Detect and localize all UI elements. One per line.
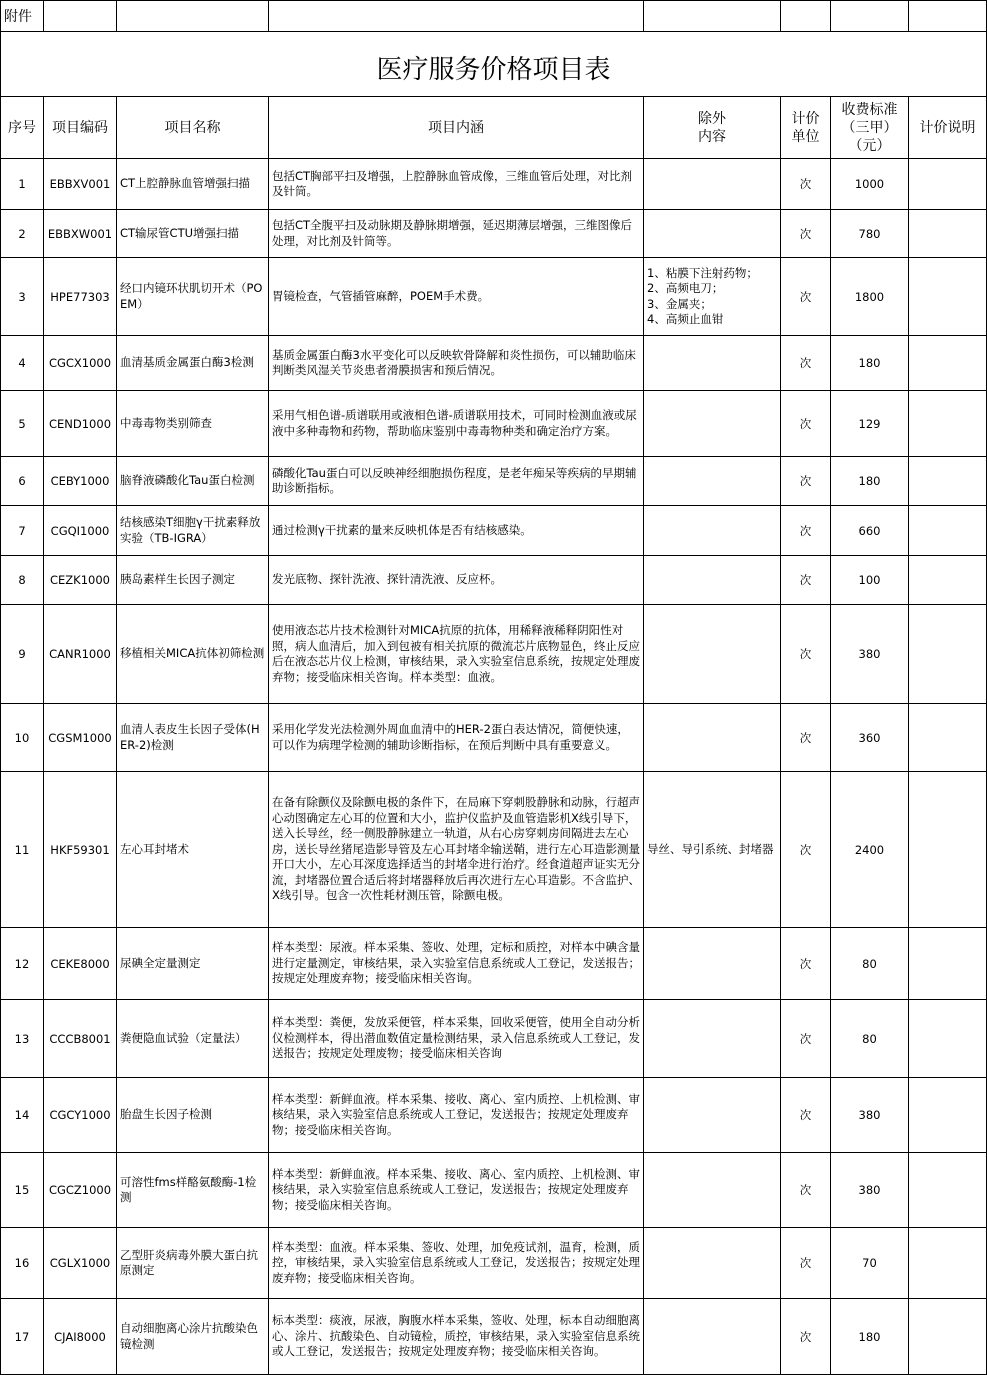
header-price: 收费标准 （三甲） （元） bbox=[831, 97, 909, 159]
header-row bbox=[1, 97, 987, 159]
pricing-note bbox=[909, 391, 987, 457]
row-number: 12 bbox=[1, 928, 44, 1000]
pricing-unit: 次 bbox=[781, 1153, 831, 1228]
pricing-unit: 次 bbox=[781, 556, 831, 605]
table-row bbox=[1, 159, 987, 210]
pricing-note bbox=[909, 605, 987, 704]
pricing-note bbox=[909, 1299, 987, 1375]
item-content: 样本类型：血液。样本采集、签收、处理，加免疫试剂，温育，检测，质控，审核结果，录入实验室信息系统或人工登记，发送报告；按规定处理废弃物；接受临床相关咨询。 bbox=[269, 1228, 644, 1299]
pricing-note bbox=[909, 506, 987, 556]
item-name: 可溶性fms样酪氨酸酶-1检测 bbox=[117, 1153, 269, 1228]
pricing-unit: 次 bbox=[781, 704, 831, 772]
empty-cell bbox=[909, 1, 987, 32]
excluded-content bbox=[644, 210, 781, 258]
excluded-content bbox=[644, 506, 781, 556]
row-number: 2 bbox=[1, 210, 44, 258]
pricing-unit: 次 bbox=[781, 457, 831, 506]
item-code: HKF59301 bbox=[44, 772, 117, 928]
item-code: CEBY1000 bbox=[44, 457, 117, 506]
price-value: 1000 bbox=[831, 159, 909, 210]
pricing-unit: 次 bbox=[781, 159, 831, 210]
pricing-unit: 次 bbox=[781, 1299, 831, 1375]
item-content: 基质金属蛋白酶3水平变化可以反映软骨降解和炎性损伤，可以辅助临床判断类风湿关节炎患者滑膜损害和预后情况。 bbox=[269, 336, 644, 391]
item-content: 发光底物、探针洗液、探针清洗液、反应杯。 bbox=[269, 556, 644, 605]
table-row bbox=[1, 772, 987, 928]
table-row bbox=[1, 336, 987, 391]
table-row bbox=[1, 1299, 987, 1375]
item-code: CCCB8001 bbox=[44, 1000, 117, 1078]
item-code: HPE77303 bbox=[44, 258, 117, 336]
item-name: 尿碘全定量测定 bbox=[117, 928, 269, 1000]
pricing-unit: 次 bbox=[781, 258, 831, 336]
price-value: 2400 bbox=[831, 772, 909, 928]
pricing-note bbox=[909, 772, 987, 928]
table-row bbox=[1, 928, 987, 1000]
pricing-unit: 次 bbox=[781, 391, 831, 457]
table-row bbox=[1, 605, 987, 704]
pricing-unit: 次 bbox=[781, 210, 831, 258]
pricing-note bbox=[909, 457, 987, 506]
table-row bbox=[1, 704, 987, 772]
item-code: CJAI8000 bbox=[44, 1299, 117, 1375]
item-code: CGCZ1000 bbox=[44, 1153, 117, 1228]
table-row bbox=[1, 1153, 987, 1228]
price-value: 780 bbox=[831, 210, 909, 258]
row-number: 6 bbox=[1, 457, 44, 506]
row-number: 14 bbox=[1, 1078, 44, 1153]
pricing-unit: 次 bbox=[781, 1228, 831, 1299]
price-value: 100 bbox=[831, 556, 909, 605]
item-name: 经口内镜环状肌切开术（POEM） bbox=[117, 258, 269, 336]
empty-cell bbox=[644, 1, 781, 32]
item-name: 结核感染T细胞γ干扰素释放实验（TB-IGRA） bbox=[117, 506, 269, 556]
attachment-row bbox=[1, 1, 987, 32]
item-code: EBBXW001 bbox=[44, 210, 117, 258]
item-code: CGLX1000 bbox=[44, 1228, 117, 1299]
pricing-note bbox=[909, 1153, 987, 1228]
excluded-content bbox=[644, 556, 781, 605]
excluded-content: 导丝、导引系统、封堵器 bbox=[644, 772, 781, 928]
item-content: 样本类型：粪便，发放采便管，样本采集，回收采便管，使用全自动分析仪检测样本，得出潜血数值定量检测结果，录入信息系统或人工登记，发送报告；按规定处理废物；接受临床相关咨询 bbox=[269, 1000, 644, 1078]
row-number: 9 bbox=[1, 605, 44, 704]
header-no: 序号 bbox=[1, 97, 44, 159]
pricing-note bbox=[909, 258, 987, 336]
table-row bbox=[1, 1228, 987, 1299]
price-value: 380 bbox=[831, 1078, 909, 1153]
excluded-content bbox=[644, 1000, 781, 1078]
item-content: 包括CT全腹平扫及动脉期及静脉期增强，延迟期薄层增强，三维图像后处理，对比剂及针筒等。 bbox=[269, 210, 644, 258]
excluded-content bbox=[644, 391, 781, 457]
table-row bbox=[1, 210, 987, 258]
row-number: 4 bbox=[1, 336, 44, 391]
row-number: 7 bbox=[1, 506, 44, 556]
table-title: 医疗服务价格项目表 bbox=[1, 32, 987, 97]
empty-cell bbox=[117, 1, 269, 32]
item-name: CT输尿管CTU增强扫描 bbox=[117, 210, 269, 258]
price-value: 80 bbox=[831, 1000, 909, 1078]
item-name: CT上腔静脉血管增强扫描 bbox=[117, 159, 269, 210]
header-note: 计价说明 bbox=[909, 97, 987, 159]
item-content: 包括CT胸部平扫及增强，上腔静脉血管成像，三维血管后处理，对比剂及针筒。 bbox=[269, 159, 644, 210]
item-content: 使用液态芯片技术检测针对MICA抗原的抗体，用稀释液稀释阴阳性对照，病人血清后，加入到包被有相关抗原的微流芯片底物显色，终止反应后在液态芯片仪上检测，审核结果，录入实验室信息系统，按规定处理废弃物；接受临床相关咨询。样本类型：血液。 bbox=[269, 605, 644, 704]
pricing-unit: 次 bbox=[781, 928, 831, 1000]
table-row bbox=[1, 258, 987, 336]
excluded-content: 1、粘膜下注射药物； 2、高频电刀； 3、金属夹； 4、高频止血钳 bbox=[644, 258, 781, 336]
item-name: 胎盘生长因子检测 bbox=[117, 1078, 269, 1153]
empty-cell bbox=[269, 1, 644, 32]
excluded-content bbox=[644, 457, 781, 506]
row-number: 5 bbox=[1, 391, 44, 457]
pricing-unit: 次 bbox=[781, 605, 831, 704]
item-name: 血清人表皮生长因子受体(HER-2)检测 bbox=[117, 704, 269, 772]
table-row bbox=[1, 1078, 987, 1153]
item-content: 采用气相色谱-质谱联用或液相色谱-质谱联用技术，可同时检测血液或尿液中多种毒物和药物，帮助临床鉴别中毒毒物种类和确定治疗方案。 bbox=[269, 391, 644, 457]
item-code: CGQI1000 bbox=[44, 506, 117, 556]
row-number: 10 bbox=[1, 704, 44, 772]
row-number: 13 bbox=[1, 1000, 44, 1078]
header-code: 项目编码 bbox=[44, 97, 117, 159]
row-number: 1 bbox=[1, 159, 44, 210]
row-number: 16 bbox=[1, 1228, 44, 1299]
item-name: 左心耳封堵术 bbox=[117, 772, 269, 928]
item-name: 中毒毒物类别筛查 bbox=[117, 391, 269, 457]
excluded-content bbox=[644, 159, 781, 210]
pricing-note bbox=[909, 159, 987, 210]
item-content: 标本类型：痰液，尿液，胸腹水样本采集，签收、处理，标本自动细胞离心、涂片、抗酸染色、自动镜检，质控，审核结果，录入实验室信息系统或人工登记，发送报告；按规定处理废弃物；接受临床相关咨询。 bbox=[269, 1299, 644, 1375]
table-row bbox=[1, 506, 987, 556]
title-row bbox=[1, 32, 987, 97]
item-name: 自动细胞离心涂片抗酸染色镜检测 bbox=[117, 1299, 269, 1375]
item-code: CGCY1000 bbox=[44, 1078, 117, 1153]
item-content: 磷酸化Tau蛋白可以反映神经细胞损伤程度，是老年痴呆等疾病的早期辅助诊断指标。 bbox=[269, 457, 644, 506]
table-row bbox=[1, 556, 987, 605]
price-value: 80 bbox=[831, 928, 909, 1000]
item-content: 样本类型：新鲜血液。样本采集、接收、离心、室内质控、上机检测、审核结果，录入实验室信息系统或人工登记，发送报告；按规定处理废弃物；接受临床相关咨询。 bbox=[269, 1078, 644, 1153]
empty-cell bbox=[781, 1, 831, 32]
item-code: CANR1000 bbox=[44, 605, 117, 704]
item-code: CGCX1000 bbox=[44, 336, 117, 391]
row-number: 17 bbox=[1, 1299, 44, 1375]
pricing-unit: 次 bbox=[781, 1000, 831, 1078]
excluded-content bbox=[644, 704, 781, 772]
header-excluded: 除外 内容 bbox=[644, 97, 781, 159]
item-code: CEND1000 bbox=[44, 391, 117, 457]
item-content: 通过检测γ干扰素的量来反映机体是否有结核感染。 bbox=[269, 506, 644, 556]
excluded-content bbox=[644, 1228, 781, 1299]
pricing-note bbox=[909, 1228, 987, 1299]
pricing-note bbox=[909, 556, 987, 605]
price-value: 1800 bbox=[831, 258, 909, 336]
header-unit: 计价 单位 bbox=[781, 97, 831, 159]
header-content: 项目内涵 bbox=[269, 97, 644, 159]
price-value: 660 bbox=[831, 506, 909, 556]
pricing-note bbox=[909, 1078, 987, 1153]
row-number: 3 bbox=[1, 258, 44, 336]
item-code: CEZK1000 bbox=[44, 556, 117, 605]
item-code: CGSM1000 bbox=[44, 704, 117, 772]
empty-cell bbox=[831, 1, 909, 32]
table-row bbox=[1, 457, 987, 506]
excluded-content bbox=[644, 928, 781, 1000]
pricing-note bbox=[909, 704, 987, 772]
price-value: 180 bbox=[831, 457, 909, 506]
pricing-unit: 次 bbox=[781, 1078, 831, 1153]
excluded-content bbox=[644, 336, 781, 391]
pricing-unit: 次 bbox=[781, 336, 831, 391]
excluded-content bbox=[644, 1078, 781, 1153]
row-number: 15 bbox=[1, 1153, 44, 1228]
price-value: 180 bbox=[831, 336, 909, 391]
item-name: 胰岛素样生长因子测定 bbox=[117, 556, 269, 605]
pricing-unit: 次 bbox=[781, 772, 831, 928]
item-name: 脑脊液磷酸化Tau蛋白检测 bbox=[117, 457, 269, 506]
item-name: 血清基质金属蛋白酶3检测 bbox=[117, 336, 269, 391]
row-number: 8 bbox=[1, 556, 44, 605]
item-name: 乙型肝炎病毒外膜大蛋白抗原测定 bbox=[117, 1228, 269, 1299]
item-content: 采用化学发光法检测外周血血清中的HER-2蛋白表达情况，简便快速，可以作为病理学检测的辅助诊断指标，在预后判断中具有重要意义。 bbox=[269, 704, 644, 772]
pricing-note bbox=[909, 1000, 987, 1078]
item-name: 粪便隐血试验（定量法） bbox=[117, 1000, 269, 1078]
pricing-note bbox=[909, 336, 987, 391]
price-value: 129 bbox=[831, 391, 909, 457]
item-content: 在备有除颤仪及除颤电极的条件下，在局麻下穿刺股静脉和动脉，行超声心动图确定左心耳的位置和大小，监护仪监护及血管造影机X线引导下，送入长导丝，经一侧股静脉建立一轨道，从右心房穿刺房间隔进去左心房，送长导丝猪尾造影导管及左心耳封堵伞输送鞘，进行左心耳造影测量开口大小，左心耳深度选择适当的封堵伞进行治疗。经食道超声证实无分流，封堵器位置合适后将封堵器释放后再次进行左心耳造影。不含监护、X线引导。包含一次性耗材测压管，除颤电极。 bbox=[269, 772, 644, 928]
item-code: CEKE8000 bbox=[44, 928, 117, 1000]
table-row bbox=[1, 1000, 987, 1078]
pricing-note bbox=[909, 928, 987, 1000]
item-name: 移植相关MICA抗体初筛检测 bbox=[117, 605, 269, 704]
item-content: 样本类型：尿液。样本采集、签收、处理，定标和质控，对样本中碘含量进行定量测定，审核结果，录入实验室信息系统或人工登记，发送报告；按规定处理废弃物；接受临床相关咨询。 bbox=[269, 928, 644, 1000]
empty-cell bbox=[44, 1, 117, 32]
header-name: 项目名称 bbox=[117, 97, 269, 159]
excluded-content bbox=[644, 1299, 781, 1375]
pricing-unit: 次 bbox=[781, 506, 831, 556]
item-content: 样本类型：新鲜血液。样本采集、接收、离心、室内质控、上机检测、审核结果，录入实验室信息系统或人工登记，发送报告；按规定处理废弃物；接受临床相关咨询。 bbox=[269, 1153, 644, 1228]
excluded-content bbox=[644, 1153, 781, 1228]
price-value: 70 bbox=[831, 1228, 909, 1299]
row-number: 11 bbox=[1, 772, 44, 928]
table-row bbox=[1, 391, 987, 457]
price-value: 380 bbox=[831, 605, 909, 704]
attachment-label: 附件 bbox=[1, 1, 44, 32]
price-value: 360 bbox=[831, 704, 909, 772]
price-value: 180 bbox=[831, 1299, 909, 1375]
price-value: 380 bbox=[831, 1153, 909, 1228]
excluded-content bbox=[644, 605, 781, 704]
pricing-note bbox=[909, 210, 987, 258]
item-content: 胃镜检查，气管插管麻醉，POEM手术费。 bbox=[269, 258, 644, 336]
item-code: EBBXV001 bbox=[44, 159, 117, 210]
